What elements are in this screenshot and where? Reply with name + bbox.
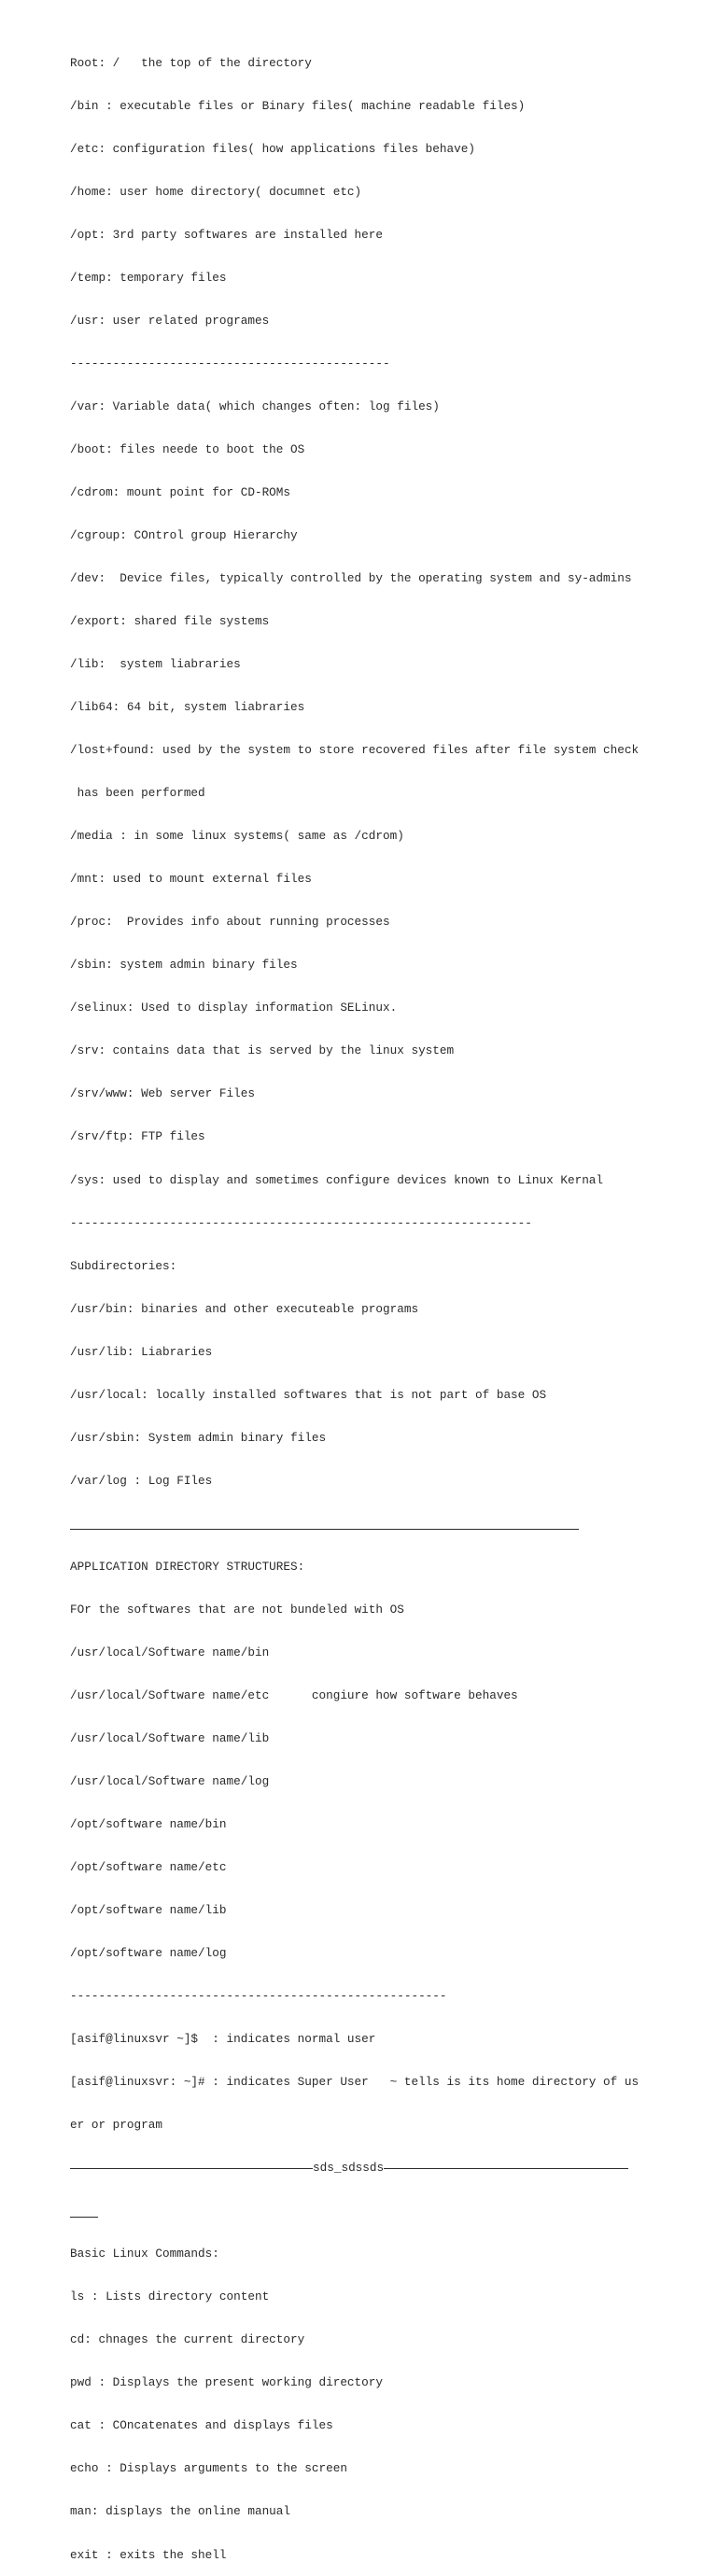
text-line: cat : COncatenates and displays files [70, 2418, 333, 2433]
text-line: /lib64: 64 bit, system liabraries [70, 700, 305, 715]
text-line: /lib: system liabraries [70, 657, 241, 672]
underline-separator [70, 1517, 677, 1531]
text-line: /usr/local/Software name/log [70, 1773, 270, 1788]
text-line: /export: shared file systems [70, 614, 270, 629]
text-line: exit : exits the shell [70, 2547, 227, 2562]
labeled-separator [70, 2161, 677, 2175]
text-line: /usr/local: locally installed softwares that is not part of base OS [70, 1387, 547, 1402]
text-line: /cgroup: COntrol group Hierarchy [70, 528, 298, 543]
text-line: /bin : executable files or Binary files( machine readable files) [70, 98, 526, 113]
dashed-separator: ----------------------------------------------------------------- [70, 1215, 532, 1230]
text-line: /sys: used to display and sometimes configure devices known to Linux Kernal [70, 1172, 604, 1187]
separator-rule-right [384, 2168, 628, 2169]
separator-rule-left [70, 2168, 313, 2169]
dashed-separator: ----------------------------------------------------- [70, 1989, 447, 2004]
text-line: /srv/www: Web server Files [70, 1086, 255, 1101]
text-line: /dev: Device files, typically controlled by the operating system and sy-admins [70, 571, 632, 586]
text-line: has been performed [70, 786, 205, 801]
text-line: Root: / the top of the directory [70, 55, 312, 70]
text-line: er or program [70, 2118, 162, 2133]
text-line: /media : in some linux systems( same as /cdrom) [70, 829, 404, 844]
text-line: /etc: configuration files( how applications files behave) [70, 141, 475, 156]
dashed-separator: --------------------------------------------- [70, 356, 390, 371]
text-line: /opt/software name/lib [70, 1903, 227, 1918]
text-line: /usr/local/Software name/etc congiure how software behaves [70, 1687, 518, 1702]
text-line: /opt: 3rd party softwares are installed here [70, 227, 384, 242]
text-line: /proc: Provides info about running processes [70, 915, 390, 930]
section-heading: Basic Linux Commands: [70, 2247, 219, 2261]
text-line: FOr the softwares that are not bundeled with OS [70, 1602, 404, 1617]
text-line: pwd : Displays the present working directory [70, 2375, 384, 2390]
text-line: /lost+found: used by the system to store recovered files after file system check [70, 743, 640, 758]
text-line: /var: Variable data( which changes often: log files) [70, 399, 440, 413]
text-line: man: displays the online manual [70, 2504, 291, 2519]
text-line: /usr/local/Software name/lib [70, 1730, 270, 1745]
text-line: [asif@linuxsvr ~]$ : indicates normal user [70, 2032, 376, 2047]
section-heading: APPLICATION DIRECTORY STRUCTURES: [70, 1559, 305, 1574]
text-line: /usr/local/Software name/bin [70, 1645, 270, 1659]
separator-label: sds_sdssds [313, 2161, 385, 2176]
text-line: /temp: temporary files [70, 270, 227, 285]
text-line: /var/log : Log FIles [70, 1473, 213, 1488]
text-line: /boot: files neede to boot the OS [70, 441, 305, 456]
text-line: /sbin: system admin binary files [70, 958, 298, 973]
text-line: /srv/ftp: FTP files [70, 1129, 205, 1144]
text-line: /srv: contains data that is served by the linux system [70, 1043, 455, 1058]
separator-tail [70, 2204, 677, 2218]
text-line: /usr/sbin: System admin binary files [70, 1430, 327, 1445]
document-text [70, 27, 677, 2576]
text-line: /selinux: Used to display information SELinux. [70, 1001, 398, 1015]
text-line: /opt/software name/log [70, 1946, 227, 1961]
text-line: cd: chnages the current directory [70, 2332, 305, 2347]
text-line: echo : Displays arguments to the screen [70, 2461, 347, 2476]
text-line: /cdrom: mount point for CD-ROMs [70, 485, 291, 499]
text-line: /usr/lib: Liabraries [70, 1344, 213, 1359]
text-line: /opt/software name/etc [70, 1860, 227, 1874]
text-line: /usr: user related programes [70, 313, 270, 328]
section-heading: Subdirectories: [70, 1258, 177, 1273]
text-line: /home: user home directory( documnet etc) [70, 184, 362, 199]
text-line: [asif@linuxsvr: ~]# : indicates Super User ~ tells is its home directory of us [70, 2075, 640, 2090]
text-line: /mnt: used to mount external files [70, 872, 312, 887]
text-line: /usr/bin: binaries and other executeable programs [70, 1301, 419, 1316]
text-line: ls : Lists directory content [70, 2289, 270, 2304]
text-line: /opt/software name/bin [70, 1816, 227, 1831]
